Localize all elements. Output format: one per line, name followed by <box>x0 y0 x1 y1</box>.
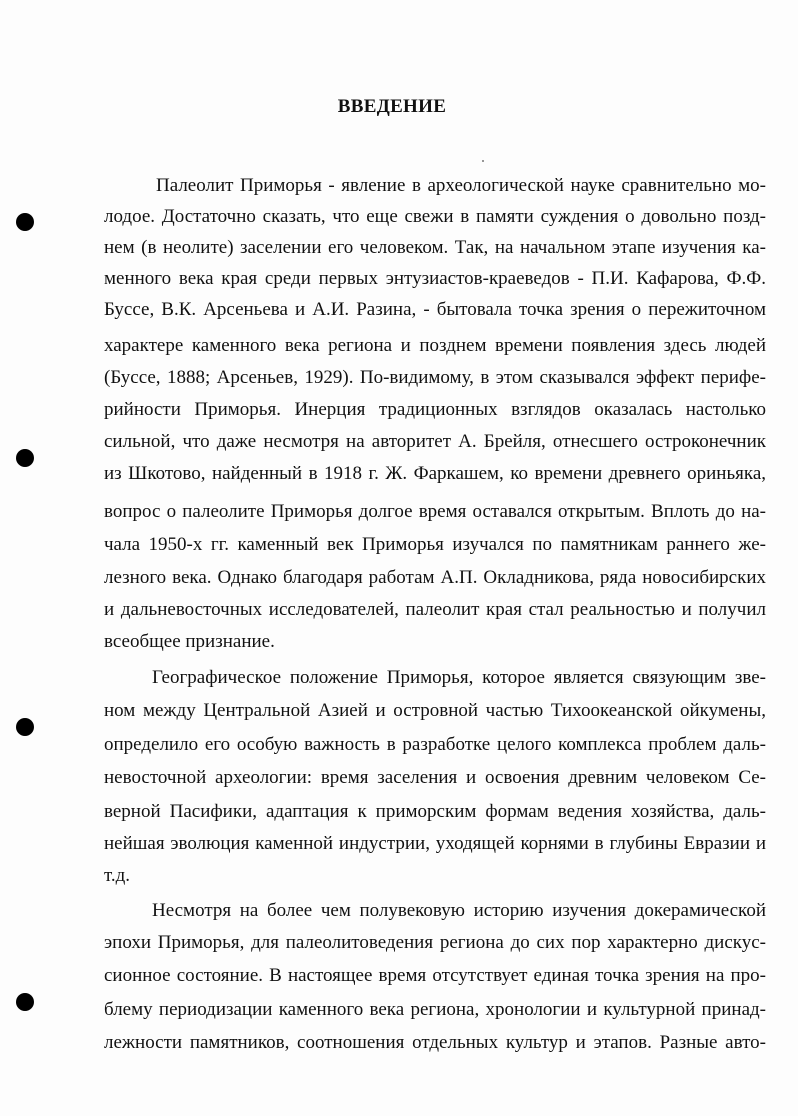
punch-hole-4 <box>16 993 34 1011</box>
text-line: Географическое положение Приморья, которое является связующим зве- <box>152 667 766 688</box>
text-line: вопрос о палеолите Приморья долгое время оставался открытым. Вплоть до на- <box>104 501 766 522</box>
text-line: сионное состояние. В настоящее время отсутствует единая точка зрения на про- <box>104 965 766 986</box>
text-line: менного века края среди первых энтузиастов-краеведов - П.И. Кафарова, Ф.Ф. <box>104 268 766 289</box>
text-line: невосточной археологии: время заселения и освоения древним человеком Се- <box>104 767 766 788</box>
punch-hole-2 <box>16 449 34 467</box>
text-line: характере каменного века региона и позднем времени появления здесь людей <box>104 335 766 356</box>
text-line: из Шкотово, найденный в 1918 г. Ж. Фаркашем, ко времени древнего ориньяка, <box>104 463 766 484</box>
text-line: нейшая эволюция каменной индустрии, уходящей корнями в глубины Евразии и <box>104 833 766 854</box>
text-line: сильной, что даже несмотря на авторитет А. Брейля, отнесшего остроконечник <box>104 431 766 452</box>
text-line: рийности Приморья. Инерция традиционных взглядов оказалась настолько <box>104 399 766 420</box>
text-line: чала 1950-х гг. каменный век Приморья изучался по памятникам раннего же- <box>104 534 766 555</box>
punch-hole-3 <box>16 718 34 736</box>
text-line: Несмотря на более чем полувековую историю изучения докерамической <box>152 900 766 921</box>
page-title: ВВЕДЕНИЕ <box>337 96 447 117</box>
text-line: лезного века. Однако благодаря работам А.П. Окладникова, ряда новосибирских <box>104 567 766 588</box>
text-line: (Буссе, 1888; Арсеньев, 1929). По-видимому, в этом сказывался эффект перифе- <box>104 367 766 388</box>
text-line: и дальневосточных исследователей, палеолит края стал реальностью и получил <box>104 599 766 620</box>
text-line: лежности памятников, соотношения отдельных культур и этапов. Разные авто- <box>104 1032 766 1053</box>
text-line: Буссе, В.К. Арсеньева и А.И. Разина, - бытовала точка зрения о пережиточном <box>104 299 766 320</box>
text-line: эпохи Приморья, для палеолитоведения региона до сих пор характерно дискус- <box>104 932 766 953</box>
text-line: нем (в неолите) заселении его человеком. Так, на начальном этапе изучения ка- <box>104 237 766 258</box>
text-line: всеобщее признание. <box>104 631 275 652</box>
text-line: лодое. Достаточно сказать, что еще свежи в памяти суждения о довольно позд- <box>104 206 766 227</box>
text-line: Палеолит Приморья - явление в археологической науке сравнительно мо- <box>156 175 766 196</box>
punch-hole-1 <box>16 213 34 231</box>
text-line: верной Пасифики, адаптация к приморским формам ведения хозяйства, даль- <box>104 801 766 822</box>
text-line: определило его особую важность в разработке целого комплекса проблем даль- <box>104 734 766 755</box>
text-line: ном между Центральной Азией и островной частью Тихоокеанской ойкумены, <box>104 700 766 721</box>
text-line: т.д. <box>104 865 131 886</box>
text-line: блему периодизации каменного века региона, хронологии и культурной принад- <box>104 999 766 1020</box>
scan-speck <box>482 160 484 162</box>
